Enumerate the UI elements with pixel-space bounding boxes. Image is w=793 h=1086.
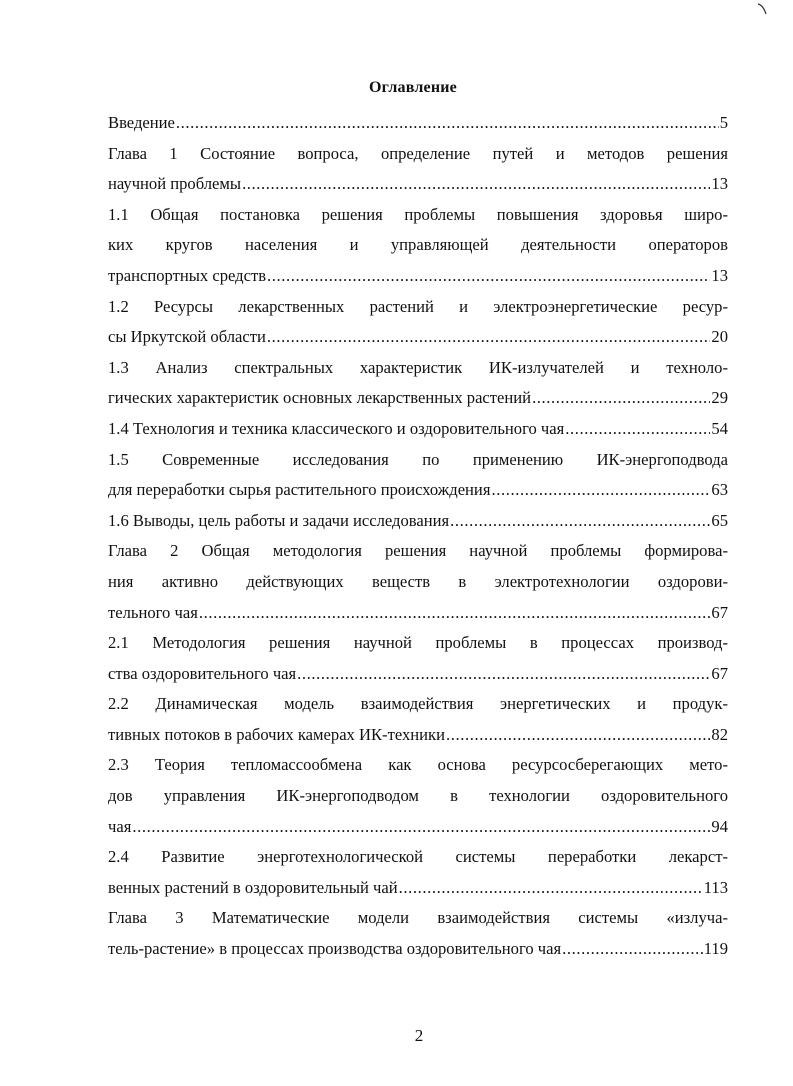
toc-entry[interactable] xyxy=(108,200,728,292)
toc-entry[interactable] xyxy=(108,689,728,750)
dot-leader xyxy=(242,169,710,200)
toc-entry-line: 1.5 Современные исследования по применению ИК-энергоподвода xyxy=(108,449,728,469)
dot-leader xyxy=(399,873,703,904)
toc-entry[interactable] xyxy=(108,353,728,414)
toc-entry-line: Глава 3 Математические модели взаимодействия системы «излуча- xyxy=(108,908,728,928)
dot-leader xyxy=(297,659,710,690)
table-of-contents xyxy=(108,108,728,965)
dot-leader xyxy=(446,720,710,751)
toc-entry[interactable] xyxy=(108,842,728,903)
dot-leader xyxy=(132,812,710,843)
toc-entry-last-line xyxy=(108,261,728,292)
toc-entry-last-line xyxy=(108,169,728,200)
toc-entry-title: чая xyxy=(108,816,132,836)
toc-entry-page: 20 xyxy=(711,327,728,347)
toc-entry-line: Глава 1 Состояние вопроса, определение путей и методов решения xyxy=(108,143,728,163)
toc-entry-last-line xyxy=(108,108,728,139)
toc-entry[interactable] xyxy=(108,139,728,200)
toc-entry[interactable] xyxy=(108,903,728,964)
toc-entry-page: 63 xyxy=(711,480,728,500)
toc-entry-line: 2.2 Динамическая модель взаимодействия энергетических и продук- xyxy=(108,694,728,714)
dot-leader xyxy=(267,322,711,353)
toc-entry-title: 1.6 Выводы, цель работы и задачи исследования xyxy=(108,510,450,530)
toc-entry-page: 67 xyxy=(711,663,728,683)
toc-entry[interactable] xyxy=(108,506,728,537)
toc-entry-line: дов управления ИК-энергоподводом в технологии оздоровительного xyxy=(108,786,728,806)
toc-entry-title: гических характеристик основных лекарственных растений xyxy=(108,388,532,408)
toc-entry-last-line xyxy=(108,598,728,629)
dot-leader xyxy=(532,383,710,414)
toc-entry-line: Глава 2 Общая методология решения научной проблемы формирова- xyxy=(108,541,728,561)
toc-entry-page: 113 xyxy=(703,877,728,897)
toc-entry-line: 1.1 Общая постановка решения проблемы повышения здоровья широ- xyxy=(108,204,728,224)
dot-leader xyxy=(176,108,719,139)
toc-entry-page: 67 xyxy=(711,602,728,622)
toc-entry-page: 65 xyxy=(711,510,728,530)
toc-heading: Оглавление xyxy=(369,79,457,96)
toc-entry-page: 29 xyxy=(711,388,728,408)
toc-entry-page: 54 xyxy=(711,418,728,438)
toc-entry-line: ния активно действующих веществ в электротехнологии оздорови- xyxy=(108,571,728,591)
toc-entry-title: научной проблемы xyxy=(108,174,242,194)
toc-entry-last-line xyxy=(108,812,728,843)
dot-leader xyxy=(491,475,710,506)
corner-mark xyxy=(757,2,769,16)
toc-entry-last-line xyxy=(108,506,728,537)
dot-leader xyxy=(267,261,710,292)
toc-entry-title: для переработки сырья растительного происхождения xyxy=(108,480,491,500)
toc-entry-page: 119 xyxy=(703,939,728,959)
page-number: 2 xyxy=(414,1026,424,1045)
toc-entry-line: 2.1 Методология решения научной проблемы в процессах производ- xyxy=(108,633,728,653)
toc-entry-last-line xyxy=(108,873,728,904)
toc-entry[interactable] xyxy=(108,445,728,506)
toc-entry-line: 2.3 Теория тепломассообмена как основа ресурсосберегающих мето- xyxy=(108,755,728,775)
toc-entry-page: 13 xyxy=(711,174,728,194)
toc-entry-title: Введение xyxy=(108,113,175,132)
toc-entry[interactable] xyxy=(108,536,728,628)
dot-leader xyxy=(199,598,711,629)
toc-entry[interactable] xyxy=(108,292,728,353)
toc-entry-title: тивных потоков в рабочих камерах ИК-техники xyxy=(108,724,445,744)
toc-entry[interactable] xyxy=(108,628,728,689)
toc-entry-last-line xyxy=(108,475,728,506)
toc-entry-line: 2.4 Развитие энерготехнологической системы переработки лекарст- xyxy=(108,847,728,867)
toc-entry-title: тельного чая xyxy=(108,602,198,622)
toc-entry-last-line xyxy=(108,934,728,965)
toc-entry-title: венных растений в оздоровительный чай xyxy=(108,877,398,897)
toc-entry[interactable] xyxy=(108,750,728,842)
toc-entry[interactable] xyxy=(108,108,728,139)
toc-entry-last-line xyxy=(108,383,728,414)
toc-entry-line: 1.2 Ресурсы лекарственных растений и электроэнергетические ресур- xyxy=(108,296,728,316)
toc-entry-title: сы Иркутской области xyxy=(108,327,266,347)
toc-entry-page: 5 xyxy=(719,113,728,132)
toc-entry-title: тель-растение» в процессах производства оздоровительного чая xyxy=(108,939,562,959)
dot-leader xyxy=(565,414,710,445)
toc-entry-page: 13 xyxy=(711,265,728,285)
dot-leader xyxy=(450,506,710,537)
toc-entry-line: ких кругов населения и управляющей деятельности операторов xyxy=(108,235,728,255)
toc-entry-last-line xyxy=(108,659,728,690)
dot-leader xyxy=(562,934,703,965)
toc-entry-page: 94 xyxy=(711,816,728,836)
toc-entry-line: 1.3 Анализ спектральных характеристик ИК-излучателей и техноло- xyxy=(108,357,728,377)
toc-entry-page: 82 xyxy=(711,724,728,744)
toc-entry-last-line xyxy=(108,322,728,353)
toc-entry-last-line xyxy=(108,414,728,445)
toc-entry-title: транспортных средств xyxy=(108,265,267,285)
toc-entry-title: ства оздоровительного чая xyxy=(108,663,297,683)
toc-entry-title: 1.4 Технология и техника классического и оздоровительного чая xyxy=(108,418,565,438)
toc-entry[interactable] xyxy=(108,414,728,445)
toc-entry-last-line xyxy=(108,720,728,751)
